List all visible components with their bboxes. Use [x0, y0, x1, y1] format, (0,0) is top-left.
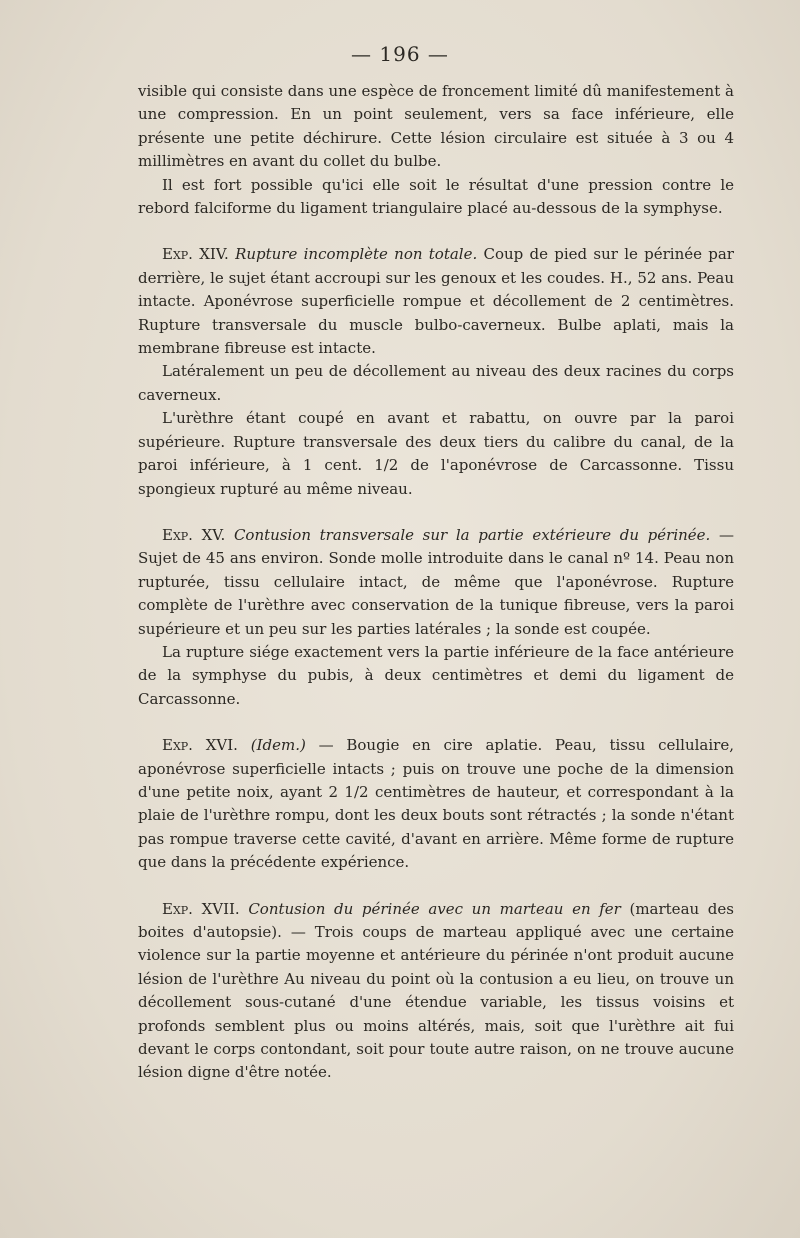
experiment-label: Exp. XV.	[162, 525, 226, 544]
experiment-xiv	[138, 243, 734, 360]
paragraph-text: — Bougie en cire aplatie. Peau, tissu cellulaire, aponévrose superficielle intacts ; puis on trouve une poche de la dimension d'une petite noix, ayant 2 1/2 centimètres de hauteur, et correspondant à la plaie de l'urèthre rompu, dont les deux bouts sont rétractés ; la sonde n'étant pas rompue traverse cette cavité, d'avant en arrière. Même forme de rupture que dans la précédente expérience.	[138, 736, 734, 872]
experiment-title: (Idem.)	[250, 736, 306, 755]
paragraph-text: La rupture siége exactement vers la partie inférieure de la face antérieure de la symphyse du pubis, à deux centimètres et demi du ligament de Carcassonne.	[138, 642, 734, 708]
page-body	[138, 80, 734, 1085]
experiment-xvi	[138, 734, 734, 874]
paragraph	[138, 360, 734, 407]
experiment-xv	[138, 524, 734, 641]
paragraph-text: — Sujet de 45 ans environ. Sonde molle introduite dans le canal nº 14. Peau non rupturée, tissu cellulaire intact, de même que l'aponévrose. Rupture complète de l'urèthre avec conservation de la tunique fibreuse, vers la paroi supérieure et un peu sur les parties latérales ; la sonde est coupée.	[138, 525, 734, 638]
paragraph-text: L'urèthre étant coupé en avant et rabattu, on ouvre par la paroi supérieure. Rupture transversale des deux tiers du calibre du canal, de la paroi inférieure, à 1 cent. 1/2 de l'aponévrose de Carcassonne. Tissu spongieux rupturé au même niveau.	[138, 409, 734, 498]
paragraph-text: (marteau des boites d'autopsie). — Trois coups de marteau appliqué avec une certaine violence sur la partie moyenne et antérieure du périnée n'ont produit aucune lésion de l'urèthre Au niveau du point où la contusion a eu lieu, on trouve un décollement sous-cutané d'une étendue variable, les tissus voisins et profonds semblent plus ou moins altérés, mais, soit que l'urèthre ait fui devant le corps contondant, soit pour toute autre raison, on ne trouve aucune lésion digne d'être notée.	[138, 899, 734, 1082]
experiment-title: Contusion transversale sur la partie extérieure du périnée.	[233, 525, 711, 544]
page-number: — 196 —	[351, 42, 449, 66]
paragraph	[138, 407, 734, 501]
experiment-xvii	[138, 898, 734, 1085]
paragraph	[138, 80, 734, 174]
paragraph-text: Coup de pied sur le périnée par derrière, le sujet étant accroupi sur les genoux et les coudes. H., 52 ans. Peau intacte. Aponévrose superficielle rompue et décollement de 2 centimètres. Rupture transversale du muscle bulbo-caverneux. Bulbe aplati, mais la membrane fibreuse est intacte.	[138, 245, 734, 358]
experiment-label: Exp. XVII.	[162, 899, 240, 918]
paragraph	[138, 174, 734, 221]
paragraph-text: Latéralement un peu de décollement au niveau des deux racines du corps caverneux.	[138, 362, 734, 404]
paragraph-text: visible qui consiste dans une espèce de froncement limité dû manifestement à une compression. En un point seulement, vers sa face inférieure, elle présente une petite déchirure. Cette lésion circulaire est située à 3 ou 4 millimètres en avant du collet du bulbe.	[138, 82, 734, 171]
paragraph-text: Il est fort possible qu'ici elle soit le résultat d'une pression contre le rebord falciforme du ligament triangulaire placé au-dessous de la symphyse.	[138, 175, 734, 218]
experiment-label: Exp. XVI.	[162, 736, 238, 755]
experiment-title: Contusion du périnée avec un marteau en fer	[248, 899, 621, 918]
paragraph	[138, 641, 734, 711]
experiment-label: Exp. XIV.	[162, 245, 229, 264]
experiment-title: Rupture incomplète non totale.	[235, 245, 478, 264]
